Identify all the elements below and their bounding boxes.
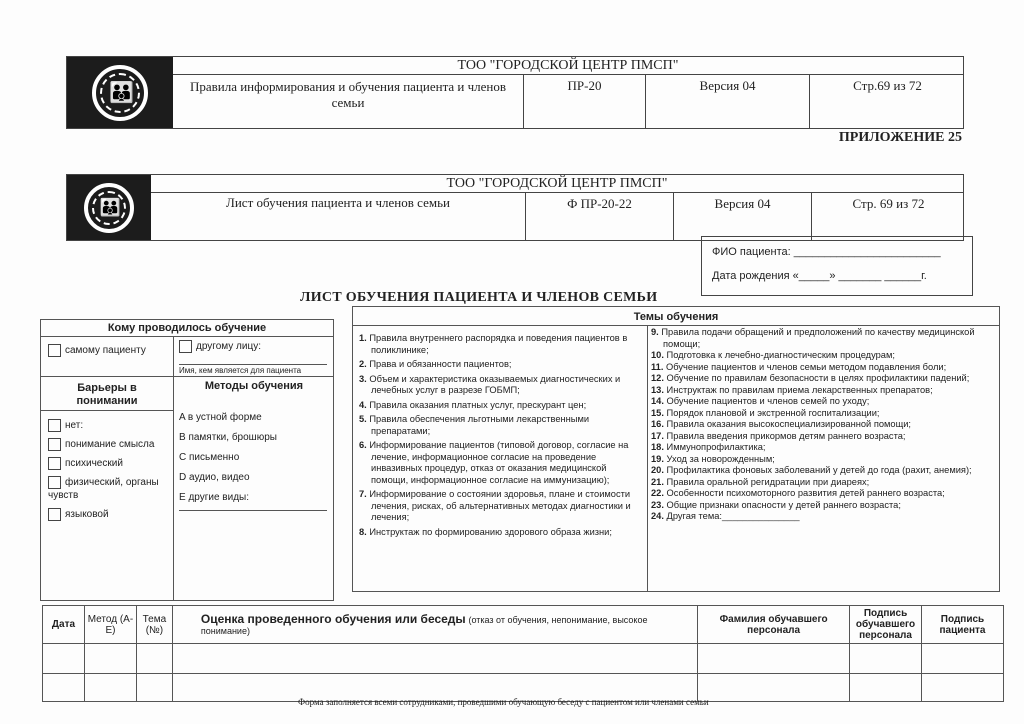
- form-title: ЛИСТ ОБУЧЕНИЯ ПАЦИЕНТА И ЧЛЕНОВ СЕМЬИ: [300, 290, 658, 305]
- topic-item: 21. Правила оральной регидратации при диареях;: [651, 476, 870, 487]
- topic-item: 6. Информирование пациентов (типовой договор, согласие на лечение, информационное согласие на проведение инвазивных процедур, отказ от оказания медицинской помощи, информационное согласие на иммунизацию);: [359, 440, 629, 485]
- topic-item: 2. Права и обязанности пациентов;: [359, 359, 512, 369]
- family-icon: 👪: [109, 81, 131, 104]
- topic-item: 9. Правила подачи обращений и предположений по качеству медицинской помощи;: [651, 327, 975, 349]
- topics-heading: Темы обучения: [633, 311, 719, 323]
- topics-right-list: [651, 327, 997, 523]
- method-leaflets[interactable]: B памятки, брошюры: [179, 432, 277, 443]
- col-method: Метод (A-E): [84, 606, 136, 644]
- col-date: Дата: [43, 606, 85, 644]
- topic-item: 15. Порядок плановой и экстренной госпитализации;: [651, 407, 880, 418]
- topics-left-list: [359, 333, 645, 541]
- topic-item: 13. Инструктаж по правилам приема лекарственных препаратов;: [651, 384, 933, 395]
- table-row[interactable]: [43, 644, 1004, 674]
- col-patient-sign: Подпись пациента: [922, 606, 1004, 644]
- doc-page: Стр. 69 из 72: [811, 193, 965, 241]
- family-icon: 👪: [99, 197, 119, 217]
- patient-info-box: [701, 236, 973, 296]
- topics-panel: [352, 306, 1000, 592]
- evaluation-table: [42, 605, 1004, 702]
- barrier-physical[interactable]: физический, органы чувств: [48, 477, 159, 502]
- col-assessment: Оценка проведенного обучения или беседы (отказ от обучения, непонимание, высокое понимание): [172, 606, 697, 644]
- appendix-label: ПРИЛОЖЕНИЕ 25: [838, 130, 962, 145]
- barriers-list: [48, 416, 172, 524]
- methods-heading: Методы обучения: [204, 380, 304, 392]
- barriers-heading: Барьеры в понимании: [76, 382, 138, 407]
- doc-title: Правила информирования и обучения пациента и членов семьи: [189, 79, 507, 110]
- topic-item: 10. Подготовка к лечебно-диагностическим процедурам;: [651, 350, 895, 360]
- col-trainer-sign: Подпись обучавшего персонала: [850, 606, 922, 644]
- patient-name-field[interactable]: ФИО пациента: ________________________: [712, 246, 941, 258]
- method-audio-video[interactable]: D аудио, видео: [179, 472, 250, 483]
- barrier-language[interactable]: языковой: [48, 505, 172, 524]
- clinic-logo: [67, 57, 173, 128]
- topic-item: 11. Обучение пациентов и членов семьи методом подавления боли;: [651, 361, 947, 372]
- topic-item: 4. Правила оказания платных услуг, прескурант цен;: [359, 399, 587, 410]
- topic-item: 17. Правила введения прикормов детям раннего возраста;: [651, 430, 906, 441]
- method-written[interactable]: C письменно: [179, 452, 240, 463]
- doc-version: Версия 04: [645, 75, 809, 129]
- col-topic: Тема (№): [136, 606, 172, 644]
- topic-item: 5. Правила обеспечения льготными лекарственными препаратами;: [359, 414, 590, 436]
- other-checkbox[interactable]: [179, 340, 192, 353]
- topic-item: 3. Объем и характеристика оказываемых диагностических и лечебных услуг в разрезе ГОБМП;: [359, 373, 621, 395]
- topic-item: 18. Иммунопрофилактика;: [651, 442, 766, 452]
- other-option[interactable]: [179, 340, 261, 353]
- doc-page: Стр.69 из 72: [809, 75, 965, 129]
- topic-item: 7. Информирование о состоянии здоровья, плане и стоимости лечения, рисках, об альтернативных методах диагностики и лечения;: [359, 489, 631, 522]
- barrier-mental[interactable]: психический: [48, 454, 172, 473]
- who-barriers-methods-panel: [40, 319, 334, 601]
- methods-list: [179, 408, 277, 508]
- topic-item: 16. Правила оказания высокоспециализированной помощи;: [651, 419, 912, 429]
- doc-code: Ф ПР-20-22: [525, 193, 673, 241]
- self-option[interactable]: [48, 344, 146, 357]
- topic-item: 20. Профилактика фоновых заболеваний у детей до года (рахит, анемия);: [651, 465, 972, 475]
- col-trainer: Фамилия обучавшего персонала: [698, 606, 850, 644]
- method-other[interactable]: E другие виды:: [179, 492, 250, 503]
- org-name: ТОО "ГОРОДСКОЙ ЦЕНТР ПМСП": [173, 57, 963, 75]
- self-checkbox[interactable]: [48, 344, 61, 357]
- barrier-none[interactable]: нет:: [48, 416, 172, 435]
- doc-title: Лист обучения пациента и членов семьи: [226, 195, 450, 210]
- topic-item: 24. Другая тема:_______________: [651, 511, 800, 521]
- topic-item: 19. Уход за новорожденным;: [651, 453, 775, 464]
- table-header-row: [43, 606, 1004, 644]
- other-note: Имя, кем является для пациента: [179, 366, 302, 375]
- who-heading: Кому проводилось обучение: [107, 322, 267, 334]
- topic-item: 1. Правила внутреннего распорядка и поведения пациентов в поликлинике;: [359, 333, 628, 355]
- doc-version: Версия 04: [673, 193, 811, 241]
- org-name: ТОО "ГОРОДСКОЙ ЦЕНТР ПМСП": [151, 175, 963, 193]
- topic-item: 14. Обучение пациентов и членов семей по уходу;: [651, 396, 870, 406]
- topic-item: 8. Инструктаж по формированию здорового образа жизни;: [359, 526, 612, 537]
- topic-item: 12. Обучение по правилам безопасности в целях профилактики падений;: [651, 373, 970, 383]
- clinic-logo: [67, 175, 151, 240]
- method-oral[interactable]: A в устной форме: [179, 412, 262, 423]
- barrier-understanding[interactable]: понимание смысла: [48, 435, 172, 454]
- document-header-1: [66, 56, 964, 129]
- other-label: другому лицу:: [196, 341, 261, 353]
- document-header-2: [66, 174, 964, 241]
- form-footer: Форма заполняется всеми сотрудниками, проведшими обучающую беседу с пациентом или членами семьи: [298, 697, 709, 707]
- self-label: самому пациенту: [65, 345, 146, 357]
- topic-item: 23. Общие признаки опасности у детей раннего возраста;: [651, 499, 901, 510]
- topic-item: 22. Особенности психомоторного развития детей раннего возраста;: [651, 488, 945, 498]
- doc-code: ПР-20: [523, 75, 645, 129]
- birth-date-field[interactable]: Дата рождения «_____» _______ ______г.: [712, 270, 927, 282]
